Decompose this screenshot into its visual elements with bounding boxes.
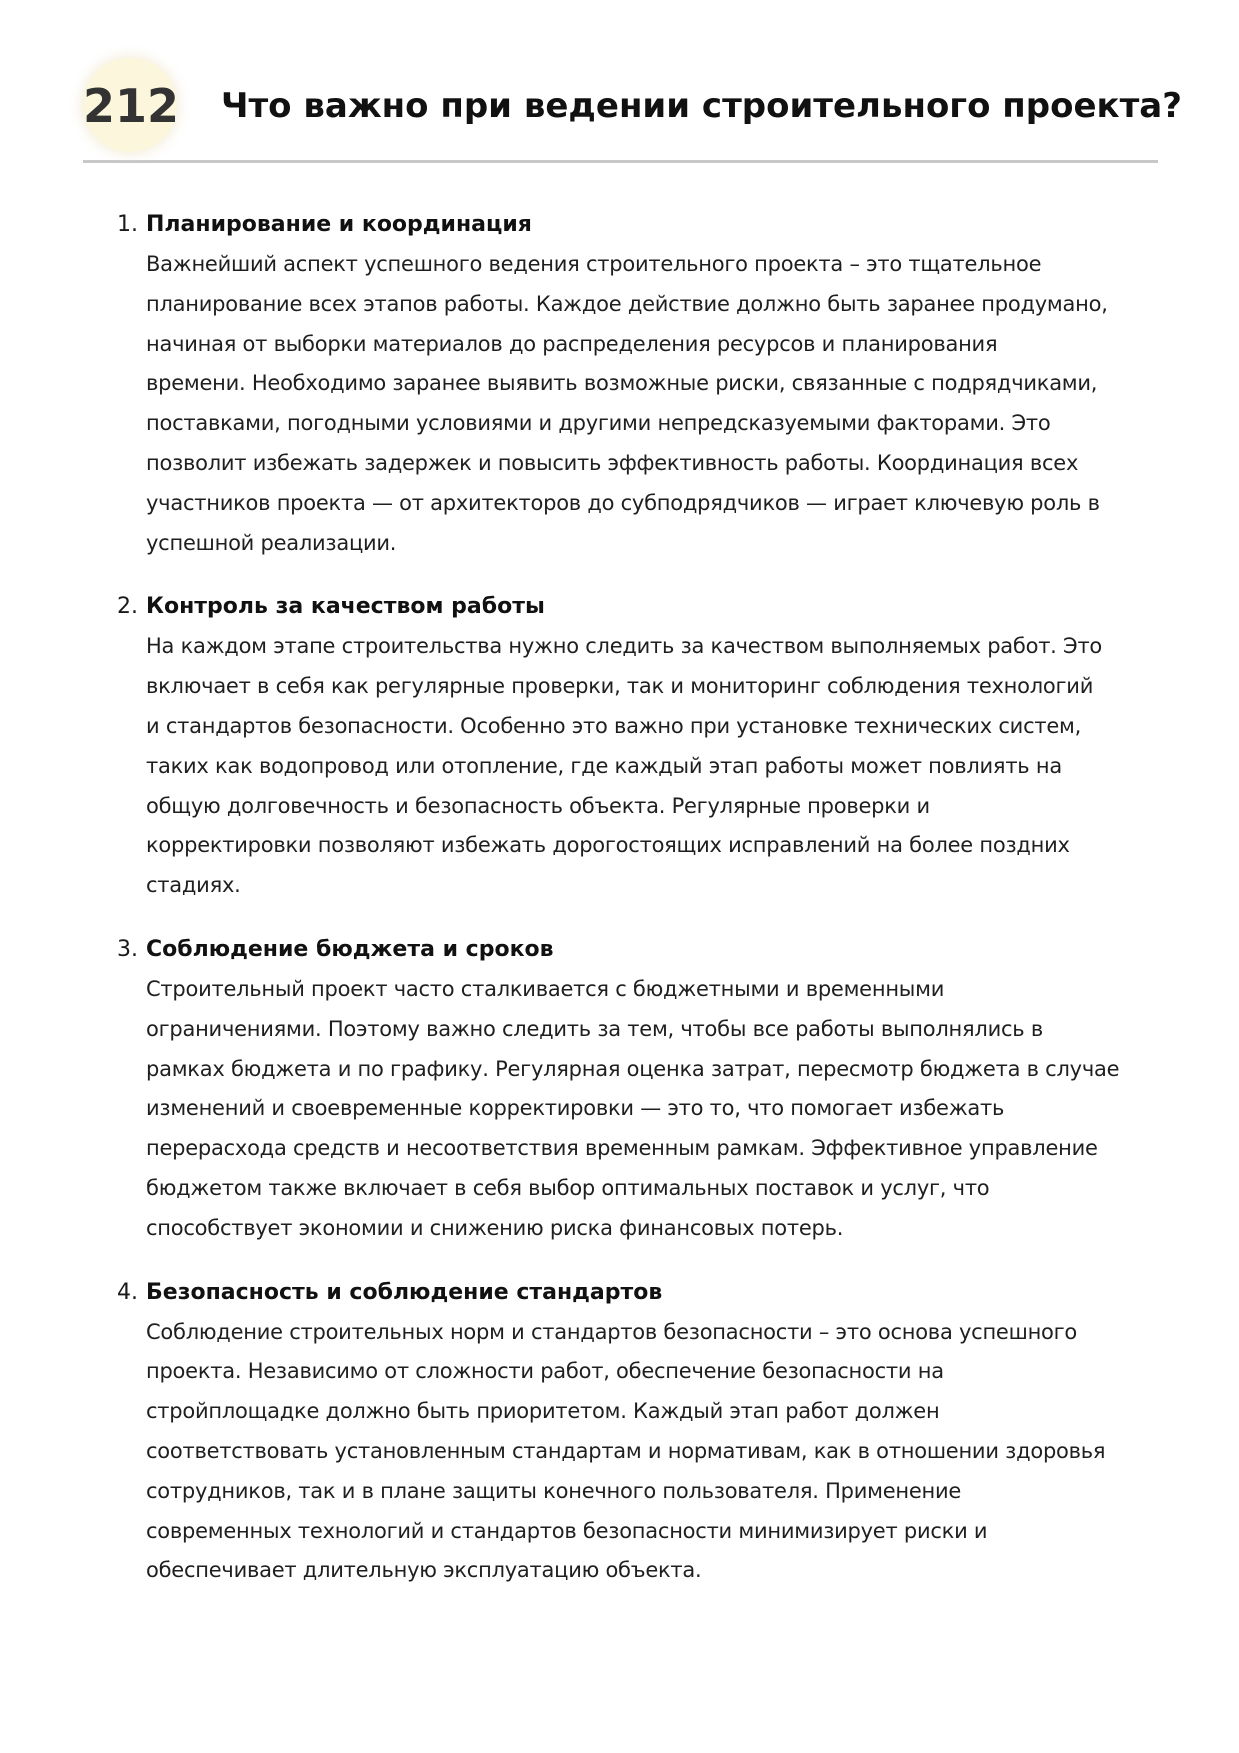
list-item-safety <box>104 1273 1164 1592</box>
text-line: способствует экономии и снижению риска финансовых потерь. <box>146 1215 844 1240</box>
text-line: планирование всех этапов работы. Каждое действие должно быть заранее продумано, <box>146 291 1108 316</box>
list-item-quality <box>104 587 1164 906</box>
text-line: участников проекта — от архитекторов до субподрядчиков — играет ключевую роль в <box>146 490 1100 515</box>
text-line: включает в себя как регулярные проверки, так и мониторинг соблюдения технологий <box>146 674 1094 699</box>
text-line: Строительный проект часто сталкивается с бюджетными и временными <box>146 976 945 1001</box>
text-line: позволит избежать задержек и повысить эффективность работы. Координация всех <box>146 450 1079 475</box>
text-line: соответствовать установленным стандартам и нормативам, как в отношении здоровья <box>146 1438 1106 1463</box>
list-item-heading: Планирование и координация <box>146 212 532 237</box>
text-line: Важнейший аспект успешного ведения строительного проекта – это тщательное <box>146 252 1042 276</box>
text-line: стадиях. <box>146 873 241 898</box>
text-line: корректировки позволяют избежать дорогостоящих исправлений на более поздних <box>146 833 1070 858</box>
text-line: современных технологий и стандартов безопасности минимизирует риски и <box>146 1518 988 1543</box>
text-line: ограничениями. Поэтому важно следить за тем, чтобы все работы выполнялись в <box>146 1016 1043 1041</box>
list-item-number: 1. <box>117 212 138 237</box>
text-line: бюджетом также включает в себя выбор оптимальных поставок и услуг, что <box>146 1175 990 1200</box>
text-line: Соблюдение строительных норм и стандартов безопасности – это основа успешного <box>146 1319 1078 1344</box>
list-item-body <box>146 245 1156 563</box>
text-line: и стандартов безопасности. Особенно это важно при установке технических систем, <box>146 713 1082 738</box>
page-number: 212 <box>82 79 180 133</box>
text-line: На каждом этапе строительства нужно следить за качеством выполняемых работ. Это <box>146 634 1103 659</box>
list-item-number: 2. <box>117 594 138 620</box>
text-line: поставками, погодными условиями и другими непредсказуемыми факторами. Это <box>146 411 1051 436</box>
text-line: начиная от выборки материалов до распределения ресурсов и планирования <box>146 331 998 356</box>
list-item-number: 3. <box>117 936 138 962</box>
page-title: Что важно при ведении строительного проекта? <box>221 86 1182 126</box>
text-line: времени. Необходимо заранее выявить возможные риски, связанные с подрядчиками, <box>146 371 1098 396</box>
list-item-budget <box>104 930 1164 1249</box>
text-line: сотрудников, так и в плане защиты конечного пользователя. Применение <box>146 1478 962 1503</box>
text-line: обеспечивает длительную эксплуатацию объекта. <box>146 1558 702 1583</box>
numbered-list <box>104 205 1164 1615</box>
list-item-number: 4. <box>117 1279 138 1305</box>
text-line: успешной реализации. <box>146 530 397 555</box>
list-item-body <box>146 1313 1156 1592</box>
list-item-planning <box>104 205 1164 563</box>
text-line: общую долговечность и безопасность объекта. Регулярные проверки и <box>146 793 930 818</box>
text-line: таких как водопровод или отопление, где каждый этап работы может повлиять на <box>146 753 1062 778</box>
list-item-heading: Соблюдение бюджета и сроков <box>146 936 554 962</box>
text-line: рамках бюджета и по графику. Регулярная оценка затрат, пересмотр бюджета в случае <box>146 1056 1120 1081</box>
text-line: перерасхода средств и несоответствия временным рамкам. Эффективное управление <box>146 1136 1098 1161</box>
text-line: изменений и своевременные корректировки — это то, что помогает избежать <box>146 1096 1005 1121</box>
page-header <box>82 50 1182 163</box>
list-item-body <box>146 970 1156 1249</box>
list-item-heading: Контроль за качеством работы <box>146 594 545 620</box>
text-line: проекта. Независимо от сложности работ, обеспечение безопасности на <box>146 1359 944 1384</box>
list-item-body <box>146 627 1156 906</box>
list-item-heading: Безопасность и соблюдение стандартов <box>146 1279 663 1305</box>
text-line: стройплощадке должно быть приоритетом. Каждый этап работ должен <box>146 1399 940 1424</box>
